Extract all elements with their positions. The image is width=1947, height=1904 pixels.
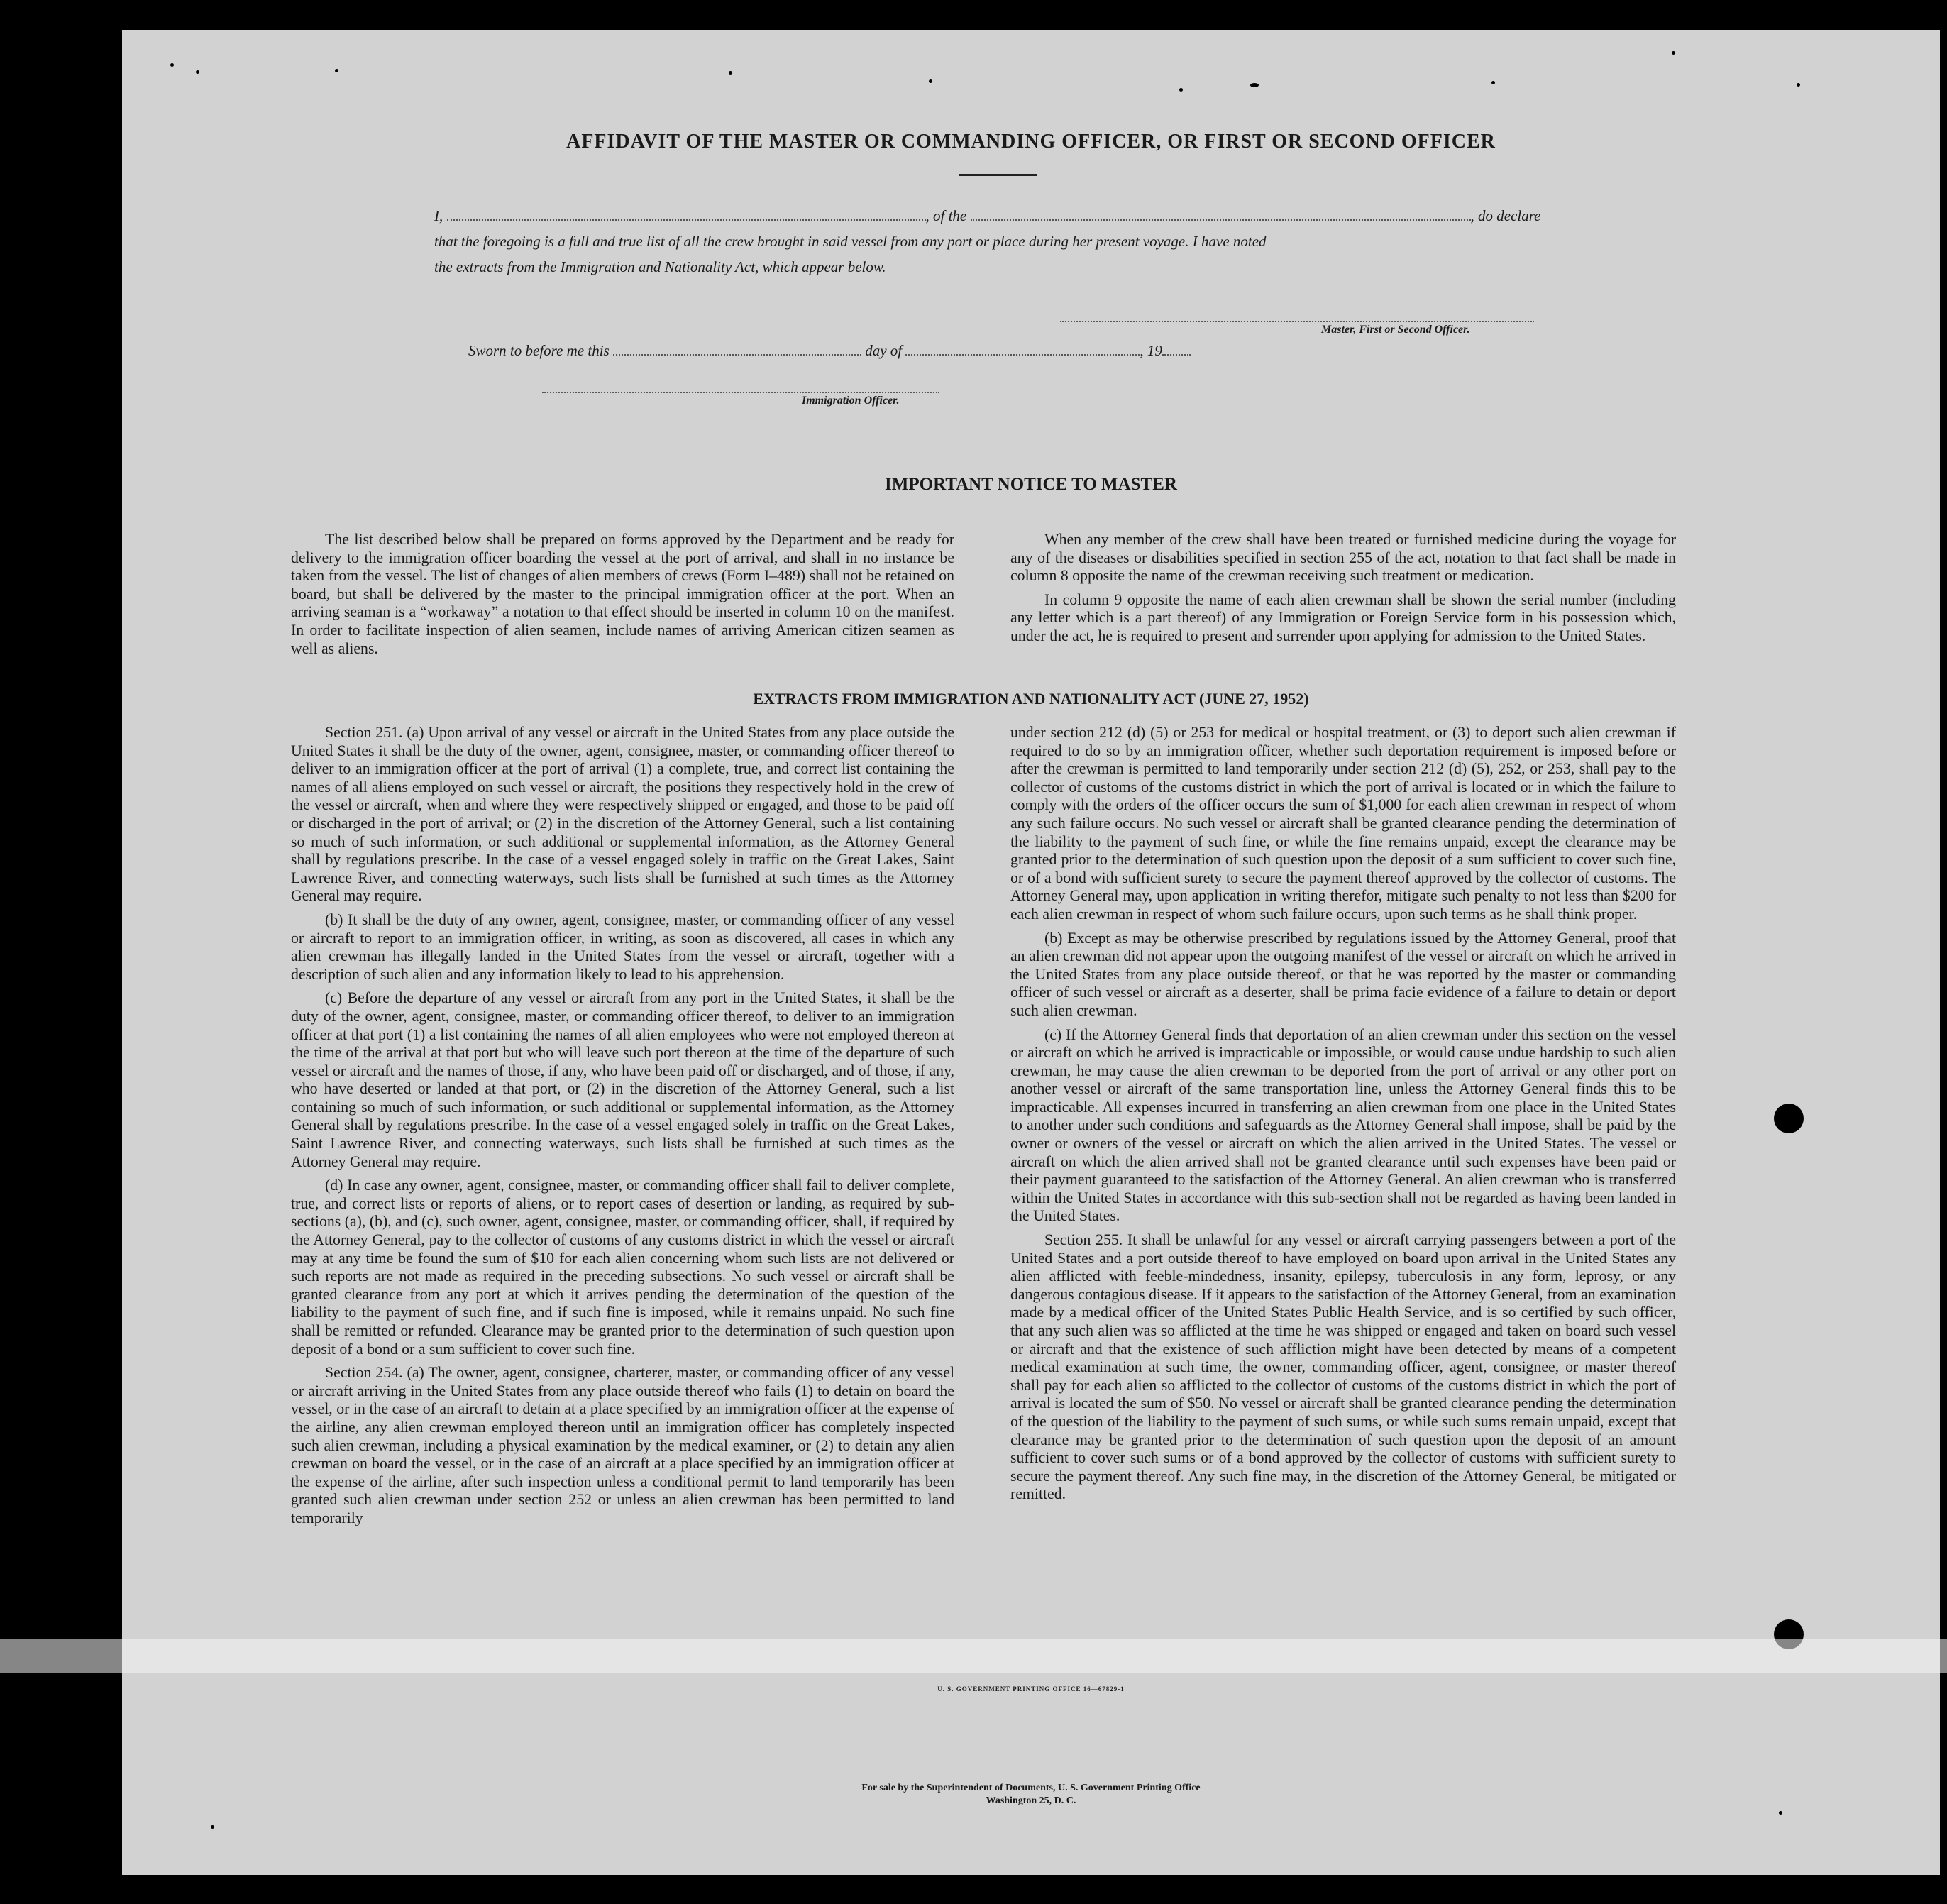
declaration-line [434,207,1540,225]
printing-office-line: U. S. GOVERNMENT PRINTING OFFICE 16—67829-1 [937,1685,1125,1693]
sworn-month-field[interactable] [905,354,1140,356]
officer-signature-line[interactable] [542,392,939,393]
scan-speck [1491,81,1495,84]
extract-paragraph: (b) It shall be the duty of any owner, agent, consignee, master, or commanding officer of any vessel or aircraft to report to an immigration officer, in writing, as soon as discovered, all cases in which any alien crewman has illegally landed in the United States from the vessel or aircraft, together with a description of such alien and any information likely to lead to his apprehension. [291,910,954,983]
sworn-label: Sworn to before me this [468,342,610,359]
notice-right-column [1010,531,1676,651]
scan-speck [1672,51,1675,55]
for-sale-line-1: For sale by the Superintendent of Documents, U. S. Government Printing Office [861,1783,1201,1793]
day-of-label: day of [865,342,903,359]
scan-speck [1797,83,1800,87]
extracts-title: EXTRACTS FROM IMMIGRATION AND NATIONALITY ACT (JUNE 27, 1952) [753,690,1309,708]
scan-speck [929,79,932,83]
scan-speck [335,69,338,72]
notice-right-paragraph-2: In column 9 opposite the name of each alien crewman shall be shown the serial number (including any letter which is a part thereof) of any Immigration or Foreign Service form in his possession which, under the act, he is required to present and surrender upon applying for admission to the United States. [1010,590,1676,644]
scan-speck [1250,83,1259,87]
extract-paragraph: Section 254. (a) The owner, agent, consignee, charterer, master, or commanding officer of any vessel or aircraft arriving in the United States from any place outside thereof who fails (1) to detain on board the vessel, or in the case of an aircraft to detain at a place specified by an immigration officer at the expense of the airline, any alien crewman employed thereon until an immigration officer has completely inspected such alien crewman, including a physical examination by the medical examiner, or (2) to detain any alien crewman on board the vessel, or in the case of an aircraft at a place specified by an immigration officer at the expense of the airline, after such inspection unless a conditional permit to land temporarily has been granted such alien crewman under section 252 or unless an alien crewman has been permitted to land temporarily [291,1364,954,1526]
statement-line-2: the extracts from the Immigration and Nationality Act, which appear below. [434,258,886,275]
i-label: I, [434,207,443,224]
scan-speck [170,63,174,67]
scan-speck [211,1825,214,1829]
for-sale-line-2: Washington 25, D. C. [986,1795,1076,1806]
name-field[interactable] [447,219,926,221]
year-label: , 19 [1140,342,1162,359]
extract-paragraph: under section 212 (d) (5) or 253 for medical or hospital treatment, or (3) to deport such alien crewman if required to do so by an immigration officer, whether such deportation requirement is imposed before or after the crewman is permitted to land temporarily under section 212 (d) (5), 252, or 253, shall pay to the collector of customs of the customs district in which the port of arrival is located or in which the failure to comply with the orders of the officer occurs the sum of $1,000 for each alien crewman in respect of whom any such failure occurs. No such vessel or aircraft shall be granted clearance pending the determination of the liability to the payment of such fine, or while the fine remains unpaid, except the clearance may be granted prior to the determination of such question upon the deposit of a sum sufficient to cover such fine, or of a bond with sufficient surety to secure the payment thereof approved by the collector of customs. The Attorney General may, upon application in writing therefor, mitigate such penalty to not less than $200 for each alien crewman in respect of whom such failure occurs, upon such terms as he shall think proper. [1010,724,1676,923]
punch-hole [1774,1104,1804,1133]
do-declare-label: , do declare [1470,207,1541,224]
notice-left-paragraph: The list described below shall be prepared on forms approved by the Department and be ready for delivery to the immigration officer boarding the vessel at the port of arrival, and shall in no instance be taken from the vessel. The list of changes of alien members of crews (Form I–489) shall not be retained on board, but shall be delivered by the master to the principal immigration officer at the port. When an arriving seaman is a “workaway” a notation to that effect should be inserted in column 10 on the manifest. In order to facilitate inspection of alien seamen, include names of arriving American citizen seamen as well as aliens. [291,531,954,657]
extract-paragraph: (c) Before the departure of any vessel or aircraft from any port in the United States, it shall be the duty of the owner, agent, consignee, master, or commanding officer thereof, to deliver to an immigration officer at that port (1) a list containing the names of all alien employees who were not employed thereon at the time of the arrival at that port but who will leave such port thereon at the time of the departure of such vessel or aircraft and the names of those, if any, who have been paid off or discharged, and of those, if any, who have deserted or landed at that port, or (2) in the discretion of the Attorney General, such a list containing so much of such information, or such additional or supplemental information, as the Attorney General shall by regulations prescribe. In the case of a vessel engaged solely in traffic on the Great Lakes, Saint Lawrence River, and connecting waterways, such lists shall be furnished at such times as the Attorney General may require. [291,989,954,1170]
notice-right-paragraph-1: When any member of the crew shall have been treated or furnished medicine during the voyage for any of the diseases or disabilities specified in section 255 of the act, notation to that fact shall be made in column 8 opposite the name of the crewman receiving such treatment or medication. [1010,531,1676,585]
extract-paragraph: Section 251. (a) Upon arrival of any vessel or aircraft in the United States from any place outside the United States it shall be the duty of the owner, agent, consignee, master, or commanding officer thereof to deliver to an immigration officer at the port of arrival (1) a complete, true, and correct list containing the names of all aliens employed on such vessel or aircraft, the positions they respectively hold in the crew of the vessel or aircraft, when and where they were respectively shipped or engaged, and those to be paid off or discharged in the port of arrival; or (2) in the discretion of the Attorney General, such a list containing so much of such information, or such additional or supplemental information, as the Attorney General shall by regulations prescribe. In the case of a vessel engaged solely in traffic on the Great Lakes, Saint Lawrence River, and connecting waterways, such lists shall be furnished at such times as the Attorney General may require. [291,724,954,905]
extract-paragraph: (b) Except as may be otherwise prescribed by regulations issued by the Attorney General, proof that an alien crewman did not appear upon the outgoing manifest of the vessel or aircraft on which he arrived in the United States from any place outside thereof, or that he was reported by the master or commanding officer of such vessel or aircraft as a deserter, shall be prima facie evidence of a failure to detain or deport such alien crewman. [1010,929,1676,1019]
extract-paragraph: (c) If the Attorney General finds that deportation of an alien crewman under this section on the vessel or aircraft on which he arrived is impracticable or impossible, or would cause undue hardship to such alien crewman, he may cause the alien crewman to be deported from the port of arrival or any other port on another vessel or aircraft of the same transportation line, unless the Attorney General finds this to be impracticable. All expenses incurred in transferring an alien crewman from one place in the United States to another under such conditions and safeguards as the Attorney General shall impose, shall be paid by the owner or owners of the vessel or aircraft on which the alien arrived in the United States. The vessel or aircraft on which the alien arrived shall not be granted clearance until such expenses have been paid or their payment guaranteed to the satisfaction of the Attorney General. An alien crewman who is transferred within the United States in accordance with this sub-section shall not be regarded as having been landed in the United States. [1010,1025,1676,1225]
master-signature-label: Master, First or Second Officer. [1321,324,1470,336]
sworn-line [468,342,1191,360]
notice-title: IMPORTANT NOTICE TO MASTER [885,475,1177,494]
statement-line-1: that the foregoing is a full and true list of all the crew brought in said vessel from any port or place during her present voyage. I have noted [434,233,1267,250]
sworn-year-field[interactable] [1162,354,1191,356]
extract-paragraph: Section 255. It shall be unlawful for any vessel or aircraft carrying passengers between a port of the United States and a port outside thereof to have employed on board upon arrival in the United States any alien afflicted with feeble-mindedness, insanity, epilepsy, tuberculosis in any form, leprosy, or any dangerous contagious disease. If it appears to the satisfaction of the Attorney General, from an examination made by a medical officer of the United States Public Health Service, and is so certified by such officer, that any such alien was so afflicted at the time he was shipped or engaged and taken on board such vessel or aircraft and that the existence of such affliction might have been detected by means of a competent medical examination at such time, the owner, commanding officer, agent, consignee, or master thereof shall pay for each alien so afflicted to the collector of customs of the customs district in which the port of arrival is located the sum of $50. No vessel or aircraft shall be granted clearance pending the determination of the question of the liability to the payment of such sums, or while such sums remain unpaid, except that clearance may be granted prior to the determination of such question upon the deposit of an amount sufficient to cover such sums or of a bond approved by the collector of customs with sufficient surety to secure the payment thereof. Any such fine may, in the discretion of the Attorney General, be mitigated or remitted. [1010,1231,1676,1503]
vessel-field[interactable] [971,219,1471,221]
title-underline [959,174,1037,176]
scan-speck [1779,1811,1782,1815]
extract-paragraph: (d) In case any owner, agent, consignee, master, or commanding officer shall fail to deliver complete, true, and correct lists or reports of aliens, or to report cases of desertion or landing, as required by sub-sections (a), (b), and (c), such owner, agent, consignee, master, or commanding officer, shall, if required by the Attorney General, pay to the collector of customs of any customs district in which the vessel or aircraft may at any time be found the sum of $10 for each alien concerning whom such lists are not delivered or such reports are not made as required in the preceding subsections. No such vessel or aircraft shall be granted clearance from any port at which it arrives pending the determination of the question of the liability to the payment of such fine, and if such fine is imposed, while it remains unpaid. No such fine shall be remitted or refunded. Clearance may be granted prior to the determination of such question upon deposit of a bond or a sum sufficient to cover such fine. [291,1177,954,1358]
scan-speck [196,70,199,74]
sworn-day-field[interactable] [613,354,861,356]
of-the-label: , of the [925,207,967,224]
affidavit-title: AFFIDAVIT OF THE MASTER OR COMMANDING OFFICER, OR FIRST OR SECOND OFFICER [566,131,1496,153]
scan-speck [729,71,732,75]
document-page [122,30,1940,1875]
extracts-right-column [1010,724,1676,1509]
notice-left-column [291,531,954,664]
scan-speck [1179,88,1183,92]
extracts-left-column [291,724,954,1534]
master-signature-line[interactable] [1060,321,1534,322]
officer-signature-label: Immigration Officer. [802,395,900,407]
scan-light-band [0,1639,1947,1673]
